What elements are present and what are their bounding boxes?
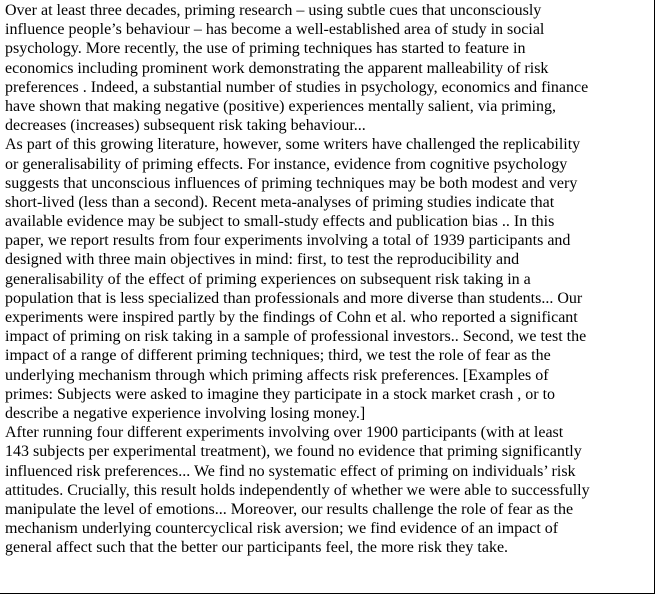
text-line: experiments were inspired partly by the findings of Cohn et al. who reported a significant: [5, 309, 578, 326]
text-line: or generalisability of priming effects. For instance, evidence from cognitive psychology: [5, 155, 568, 173]
text-line: impact of a range of different priming techniques; third, we test the role of fear as the: [5, 347, 551, 365]
text-line: economics including prominent work demonstrating the apparent malleability of risk: [5, 59, 549, 77]
text-line: 143 subjects per experimental treatment), we found no evidence that priming significantly: [5, 443, 582, 461]
text-line: influence people’s behaviour – has become a well-established area of study in social: [5, 21, 545, 39]
text-line: influenced risk preferences... We find no systematic effect of priming on individuals’ risk: [5, 462, 576, 480]
text-line: short-lived (less than a second). Recent meta-analyses of priming studies indicate that: [5, 193, 555, 211]
text-line: psychology. More recently, the use of priming techniques has started to feature in: [5, 40, 526, 58]
text-line: available evidence may be subject to small-study effects and publication bias .. In this: [5, 213, 555, 231]
text-line: suggests that unconscious influences of priming techniques may be both modest and very: [5, 174, 578, 192]
text-line: describe a negative experience involving losing money.]: [5, 404, 366, 422]
text-line: generalisability of the effect of priming experiences on subsequent risk taking in a: [5, 270, 531, 288]
text-line: After running four different experiments involving over 1900 participants (with at least: [5, 424, 564, 442]
text-line: manipulate the level of emotions... Moreover, our results challenge the role of fear as the: [5, 500, 574, 518]
text-line: attitudes. Crucially, this result holds independently of whether we were able to successfully: [5, 481, 590, 499]
text-line: general affect such that the better our participants feel, the more risk they take.: [5, 539, 509, 557]
text-line: preferences . Indeed, a substantial number of studies in psychology, economics and finance: [5, 78, 589, 96]
paragraph-3: [5, 423, 648, 557]
text-line: underlying mechanism through which priming affects risk preferences. [Examples of: [5, 366, 549, 384]
text-line: primes: Subjects were asked to imagine they participate in a stock market crash , or to: [5, 385, 556, 403]
paragraph-1: [5, 1, 648, 135]
text-line: designed with three main objectives in mind: first, to test the reproducibility and: [5, 251, 520, 269]
paragraph-2: [5, 135, 648, 423]
text-line: As part of this growing literature, however, some writers have challenged the replicability: [5, 136, 581, 154]
text-line: have shown that making negative (positive) experiences mentally salient, via priming,: [5, 97, 556, 115]
text-line: Over at least three decades, priming research – using subtle cues that unconsciously: [5, 2, 542, 19]
text-line: paper, we report results from four experiments involving a total of 1939 participants and: [5, 232, 571, 250]
text-line: population that is less specialized than professionals and more diverse than students... Our: [5, 289, 583, 307]
text-line: decreases (increases) subsequent risk taking behaviour...: [5, 117, 366, 135]
text-line: mechanism underlying countercyclical risk aversion; we find evidence of an impact of: [5, 520, 559, 538]
text-line: impact of priming on risk taking in a sample of professional investors.. Second, we test the: [5, 328, 587, 346]
